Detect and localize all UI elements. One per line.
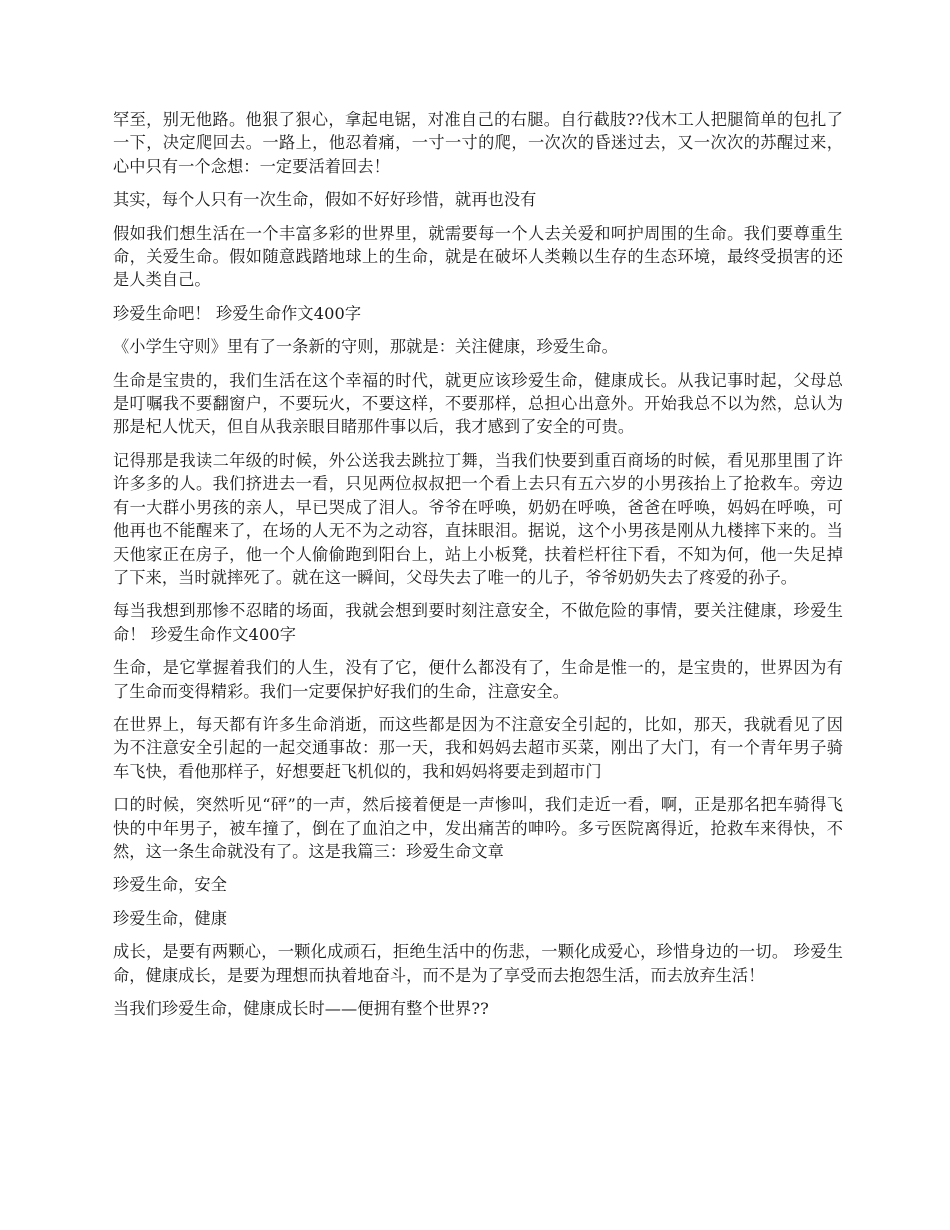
paragraph: 假如我们想生活在一个丰富多彩的世界里，就需要每一个人去关爱和呵护周围的生命。我们要尊重生命，关爱生命。假如随意践踏地球上的生命，就是在破坏人类赖以生存的生态环境，最终受损害的还是人类自己。 — [113, 223, 843, 290]
paragraph: 其实，每个人只有一次生命，假如不好好珍惜，就再也没有 — [113, 190, 537, 210]
paragraph: 生命，是它掌握着我们的人生，没有了它，便什么都没有了，生命是惟一的，是宝贵的，世界因为有了生命而变得精彩。我们一定要保护好我们的生命，注意安全。 — [113, 658, 843, 701]
paragraph: 口的时候，突然听见“砰”的一声，然后接着便是一声惨叫，我们走近一看，啊，正是那名把车骑得飞快的中年男子，被车撞了，倒在了血泊之中，发出痛苦的呻吟。多亏医院离得近，抢救车来得快，不然，这一条生命就没有了。这是我篇三：珍爱生命文章 — [113, 795, 843, 861]
paragraph: 每当我想到那惨不忍睹的场面，我就会想到要时刻注意安全，不做危险的事情，要关注健康，珍爱生命！ 珍爱生命作文400字 — [113, 601, 843, 644]
paragraph: 记得那是我读二年级的时候，外公送我去跳拉丁舞，当我们快要到重百商场的时候，看见那里围了许许多多的人。我们挤进去一看，只见两位叔叔把一个看上去只有五六岁的小男孩抬上了抢救车。旁边有一大群小男孩的亲人，早已哭成了泪人。爷爷在呼唤，奶奶在呼唤，爸爸在呼唤，妈妈在呼唤，可他再也不能醒来了，在场的人无不为之动容，直抹眼泪。据说，这个小男孩是刚从九楼摔下来的。当天他家正在房子，他一个人偷偷跑到阳台上，站上小板凳，扶着栏杆往下看，不知为何，他一失足掉了下来，当时就摔死了。就在这一瞬间，父母失去了唯一的儿子，爷爷奶奶失去了疼爱的孙子。 — [113, 450, 843, 587]
document-page — [113, 108, 843, 1030]
paragraph: 珍爱生命吧！ 珍爱生命作文400字 — [113, 303, 362, 323]
paragraph: 罕至，别无他路。他狠了狠心，拿起电锯，对准自己的右腿。自行截肢??伐木工人把腿简单的包扎了一下，决定爬回去。一路上，他忍着痛，一寸一寸的爬，一次次的昏迷过去，又一次次的苏醒过来，心中只有一个念想：一定要活着回去！ — [113, 110, 843, 176]
paragraph: 成长，是要有两颗心，一颗化成顽石，拒绝生活中的伤悲，一颗化成爱心，珍惜身边的一切。 珍爱生命，健康成长，是要为理想而执着地奋斗，而不是为了享受而去抱怨生活，而去放弃生活！ — [113, 942, 843, 985]
paragraph: 珍爱生命，安全 — [113, 875, 228, 895]
paragraph: 在世界上，每天都有许多生命消逝，而这些都是因为不注意安全引起的，比如，那天，我就看见了因为不注意安全引起的一起交通事故：那一天，我和妈妈去超市买菜，刚出了大门，有一个青年男子骑车飞快，看他那样子，好想要赶飞机似的，我和妈妈将要走到超市门 — [113, 714, 843, 781]
paragraph: 生命是宝贵的，我们生活在这个幸福的时代，就更应该珍爱生命，健康成长。从我记事时起，父母总是叮嘱我不要翻窗户，不要玩火，不要这样，不要那样，总担心出意外。开始我总不以为然，总认为那是杞人忧天，但自从我亲眼目睹那件事以后，我才感到了安全的可贵。 — [113, 370, 843, 437]
paragraph: 《小学生守则》里有了一条新的守则，那就是：关注健康，珍爱生命。 — [113, 337, 618, 357]
paragraph: 珍爱生命，健康 — [113, 908, 228, 928]
paragraph: 当我们珍爱生命，健康成长时——便拥有整个世界?? — [113, 999, 489, 1018]
